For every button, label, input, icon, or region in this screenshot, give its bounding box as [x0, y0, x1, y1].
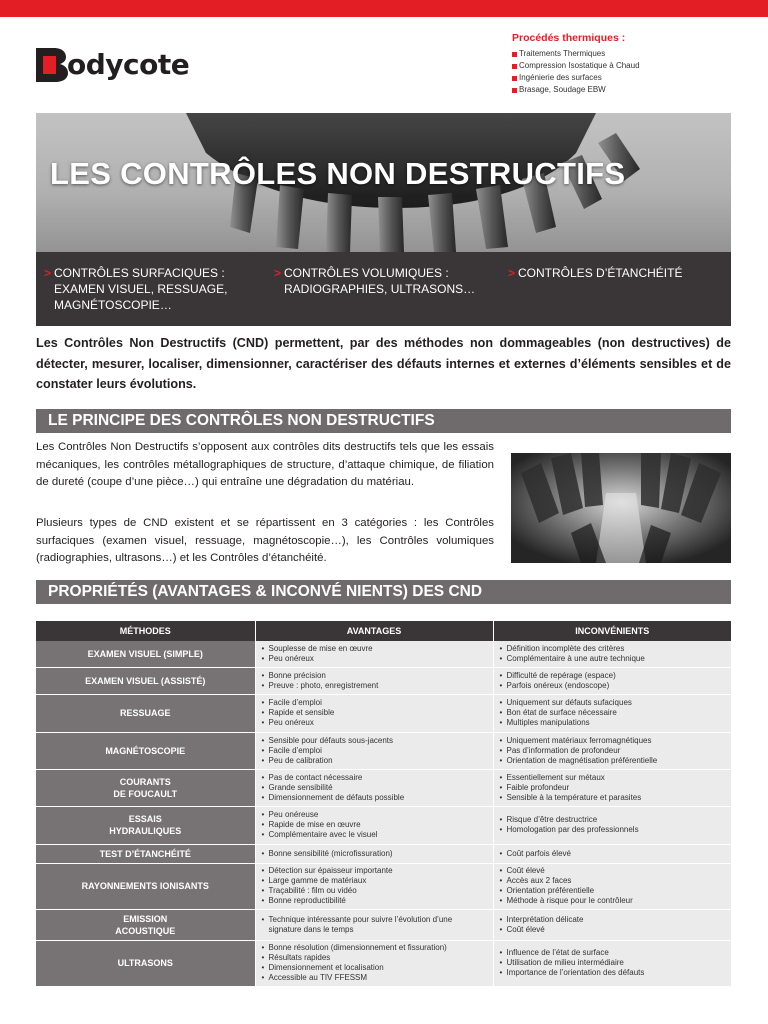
bullet-item: • Homologation par des professionnels: [500, 825, 726, 835]
section-title: LE PRINCIPE DES CONTRÔLES NON DESTRUCTIFS: [48, 412, 435, 429]
top-red-band: [0, 0, 768, 17]
bullet-item: • Uniquement matériaux ferromagnétiques: [500, 736, 726, 746]
drawbacks-cell: [493, 694, 731, 732]
arrow-icon: >: [274, 266, 282, 280]
method-cell: COURANTS DE FOUCAULT: [36, 769, 255, 806]
bodycote-logo: [36, 46, 189, 84]
bullet-item: • Dimensionnement et localisation: [262, 963, 487, 973]
drawbacks-cell: [493, 940, 731, 986]
advantages-cell: [255, 641, 493, 667]
bullet-item: • Complémentaire à une autre technique: [500, 654, 726, 664]
intro-paragraph: Les Contrôles Non Destructifs (CND) permettent, par des méthodes non dommageables (non destructives) de détecter, mesurer, localiser, dimensionner, caractériser des défauts internes et externes d’éléments sensibles et de constater leurs évolutions.: [36, 336, 731, 391]
advantages-cell: [255, 844, 493, 863]
thermal-processes-list: [512, 48, 752, 96]
table-row: [36, 863, 731, 909]
bullet-item: • Coût parfois élevé: [500, 849, 726, 859]
table-row: [36, 694, 731, 732]
bullet-item: • Peu de calibration: [262, 756, 487, 766]
thermal-processes-title: Procédés thermiques :: [512, 32, 626, 44]
bullet-item: • Parfois onéreux (endoscope): [500, 681, 726, 691]
bullet-item: • Accessible au TIV FFESSM: [262, 973, 487, 983]
advantages-cell: [255, 732, 493, 769]
table-row: [36, 940, 731, 986]
bullet-item: • Risque d’être destructrice: [500, 815, 726, 825]
process-item: Compression Isostatique à Chaud: [512, 60, 752, 72]
arrow-icon: >: [508, 266, 516, 280]
bullet-item: • Peu onéreuse: [262, 810, 487, 820]
bullet-item: • Orientation de magnétisation préférentielle: [500, 756, 726, 766]
drawbacks-cell: [493, 641, 731, 667]
bullet-item: • Orientation préférentielle: [500, 886, 726, 896]
bullet-item: • Bonne reproductibilité: [262, 896, 487, 906]
logo-text: odycote: [67, 48, 190, 81]
bullet-item: • Complémentaire avec le visuel: [262, 830, 487, 840]
advantages-cell: [255, 909, 493, 940]
bullet-item: • Grande sensibilité: [262, 783, 487, 793]
page-title: LES CONTRÔLES NON DESTRUCTIFS: [50, 156, 626, 191]
table-row: [36, 844, 731, 863]
bullet-item: • Faible profondeur: [500, 783, 726, 793]
column-header-advantages: AVANTAGES: [255, 621, 493, 641]
table-row: [36, 806, 731, 844]
advantages-cell: [255, 769, 493, 806]
method-cell: RAYONNEMENTS IONISANTS: [36, 863, 255, 909]
method-cell: ULTRASONS: [36, 940, 255, 986]
bullet-item: • Utilisation de milieu intermédiaire: [500, 958, 726, 968]
bullet-item: • Large gamme de matériaux: [262, 876, 487, 886]
method-cell: EXAMEN VISUEL (SIMPLE): [36, 641, 255, 667]
category-label: CONTRÔLES VOLUMIQUES : RADIOGRAPHIES, ULTRASONS…: [284, 266, 476, 296]
drawbacks-cell: [493, 844, 731, 863]
advantages-cell: [255, 863, 493, 909]
category-volume: [274, 265, 494, 297]
bullet-item: • Dimensionnement de défauts possible: [262, 793, 487, 803]
arrow-icon: >: [44, 266, 52, 280]
bullet-item: • Bonne précision: [262, 671, 487, 681]
table-body: [36, 641, 731, 986]
bullet-item: • Détection sur épaisseur importante: [262, 866, 487, 876]
bullet-item: • Pas d’information de profondeur: [500, 746, 726, 756]
bullet-item: • Sensible à la température et parasites: [500, 793, 726, 803]
properties-table: [36, 621, 731, 987]
drawbacks-cell: [493, 732, 731, 769]
column-header-drawbacks: INCONVÉNIENTS: [493, 621, 731, 641]
bullet-item: • Sensible pour défauts sous-jacents: [262, 736, 487, 746]
bullet-item: • Influence de l’état de surface: [500, 948, 726, 958]
category-label: CONTRÔLES D’ÉTANCHÉITÉ: [518, 266, 683, 280]
bullet-item: • Méthode à risque pour le contrôleur: [500, 896, 726, 906]
drawbacks-cell: [493, 863, 731, 909]
bullet-item: • Technique intéressante pour suivre l’évolution d’une signature dans le temps: [262, 915, 487, 935]
bullet-item: • Résultats rapides: [262, 953, 487, 963]
table-header-row: [36, 621, 731, 641]
section-header-properties: [36, 580, 731, 604]
process-item: Brasage, Soudage EBW: [512, 84, 752, 96]
advantages-cell: [255, 806, 493, 844]
gear-photo: [511, 453, 731, 563]
category-band: [36, 252, 731, 326]
bullet-item: • Difficulté de repérage (espace): [500, 671, 726, 681]
table-row: [36, 769, 731, 806]
bullet-item: • Preuve : photo, enregistrement: [262, 681, 487, 691]
drawbacks-cell: [493, 667, 731, 694]
advantages-cell: [255, 694, 493, 732]
category-label: CONTRÔLES SURFACIQUES : EXAMEN VISUEL, RESSUAGE, MAGNÉTOSCOPIE…: [54, 266, 228, 312]
drawbacks-cell: [493, 806, 731, 844]
bullet-item: • Coût élevé: [500, 866, 726, 876]
table-row: [36, 732, 731, 769]
bullet-item: • Rapide de mise en œuvre: [262, 820, 487, 830]
method-cell: TEST D’ÉTANCHÉITÉ: [36, 844, 255, 863]
bullet-item: • Rapide et sensible: [262, 708, 487, 718]
thermal-processes-box: [512, 32, 752, 96]
method-cell: RESSUAGE: [36, 694, 255, 732]
properties-table-wrap: [36, 621, 731, 987]
bullet-item: • Pas de contact nécessaire: [262, 773, 487, 783]
bullet-item: • Bonne résolution (dimensionnement et fissuration): [262, 943, 487, 953]
drawbacks-cell: [493, 769, 731, 806]
bullet-item: • Essentiellement sur métaux: [500, 773, 726, 783]
bullet-item: • Peu onéreux: [262, 718, 487, 728]
logo-mark: [36, 48, 68, 82]
method-cell: EMISSION ACOUSTIQUE: [36, 909, 255, 940]
bullet-item: • Uniquement sur défauts sufaciques: [500, 698, 726, 708]
bullet-item: • Bonne sensibilité (microfissuration): [262, 849, 487, 859]
advantages-cell: [255, 940, 493, 986]
process-item: Ingénierie des surfaces: [512, 72, 752, 84]
column-header-methods: MÉTHODES: [36, 621, 255, 641]
table-row: [36, 641, 731, 667]
bullet-item: • Définition incomplète des critères: [500, 644, 726, 654]
bullet-item: • Bon état de surface nécessaire: [500, 708, 726, 718]
category-sealing: [508, 265, 728, 281]
bullet-item: • Traçabilité : film ou vidéo: [262, 886, 487, 896]
bullet-item: • Accès aux 2 faces: [500, 876, 726, 886]
section-title: PROPRIÉTÉS (AVANTAGES & INCONVÉ NIENTS) DES CND: [48, 583, 483, 600]
method-cell: MAGNÉTOSCOPIE: [36, 732, 255, 769]
principle-paragraph-2: Plusieurs types de CND existent et se répartissent en 3 catégories : les Contrôles surfaciques (examen visuel, ressuage, magnétoscopie…), les Contrôles volumiques (radiographies, ultrasons…) et les Contrôles d’étanchéité.: [36, 517, 494, 564]
bullet-item: • Peu onéreux: [262, 654, 487, 664]
principle-paragraph-1: Les Contrôles Non Destructifs s’opposent aux contrôles dits destructifs tels que les essais mécaniques, les contrôles métallographiques de structure, d’attaque chimique, de filiation de dureté (coupe d’une pièce…) qui entraîne une dégradation du matériau.: [36, 441, 494, 488]
bullet-item: • Facile d’emploi: [262, 698, 487, 708]
bullet-item: • Interprétation délicate: [500, 915, 726, 925]
bullet-item: • Importance de l’orientation des défauts: [500, 968, 726, 978]
hero-banner: [36, 113, 731, 252]
section-header-principle: [36, 409, 731, 433]
process-item: Traitements Thermiques: [512, 48, 752, 60]
method-cell: EXAMEN VISUEL (ASSISTÉ): [36, 667, 255, 694]
table-row: [36, 909, 731, 940]
table-row: [36, 667, 731, 694]
bullet-item: • Facile d’emploi: [262, 746, 487, 756]
category-surface: [44, 265, 254, 313]
bullet-item: • Souplesse de mise en œuvre: [262, 644, 487, 654]
bullet-item: • Multiples manipulations: [500, 718, 726, 728]
bullet-item: • Coût élevé: [500, 925, 726, 935]
advantages-cell: [255, 667, 493, 694]
method-cell: ESSAIS HYDRAULIQUES: [36, 806, 255, 844]
drawbacks-cell: [493, 909, 731, 940]
